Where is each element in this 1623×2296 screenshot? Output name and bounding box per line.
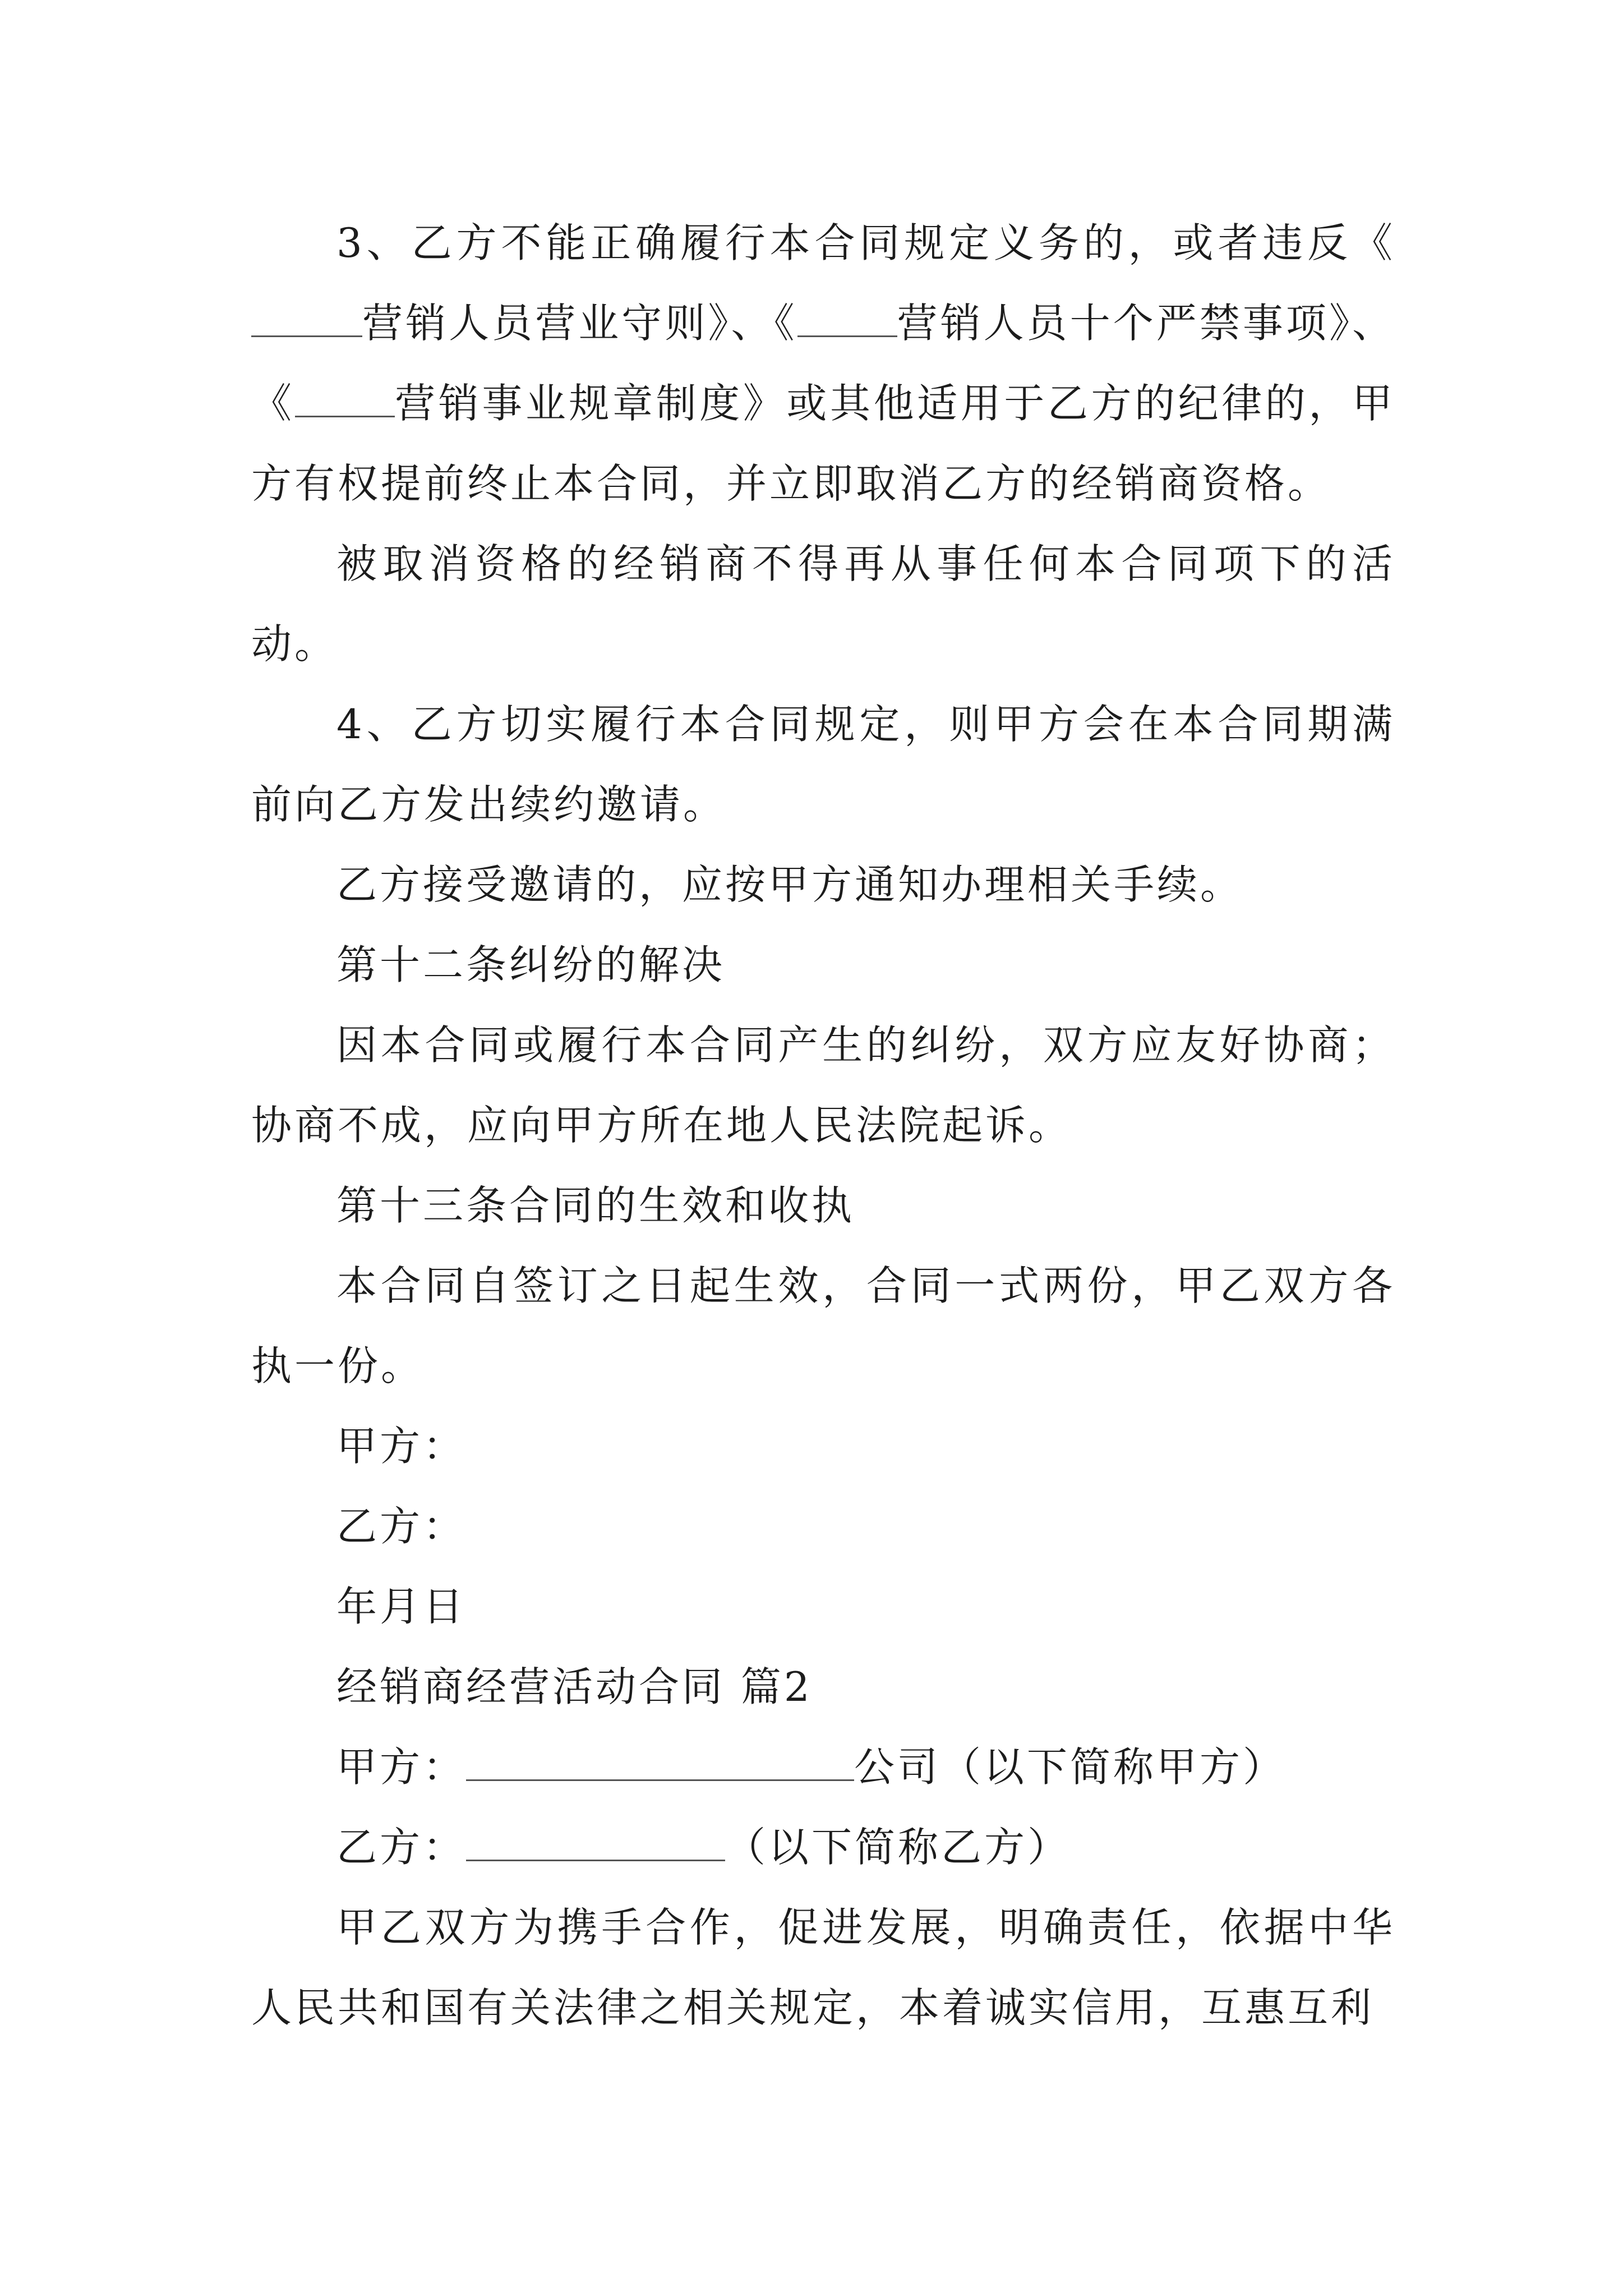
party-b-line — [251, 1807, 1395, 1888]
termination-clause-text-2: 营销人员营业守则》、《 — [362, 300, 797, 347]
blank-line — [466, 1751, 854, 1781]
party-a-suffix: 公司（以下简称甲方） — [854, 1743, 1287, 1791]
signature-party-a: 甲方： — [336, 1423, 467, 1470]
party-a-line — [251, 1727, 1395, 1807]
paragraph-preamble: 甲乙双方为携手合作，促进发展，明确责任，依据中华人民共和国有关法律之相关规定，本着诚实信用，互惠互利 — [251, 1904, 1395, 2031]
blank-line — [295, 388, 395, 417]
party-a-label: 甲方： — [336, 1743, 467, 1791]
section-heading-dispute: 第十二条纠纷的解决 — [336, 941, 726, 988]
paragraph-accept-invitation: 乙方接受邀请的，应按甲方通知办理相关手续。 — [336, 861, 1244, 908]
termination-clause-text-1: 3、乙方不能正确履行本合同规定义务的，或者违反《 — [336, 219, 1395, 266]
signature-party-b: 乙方： — [336, 1503, 467, 1550]
party-b-suffix: （以下简称乙方） — [725, 1824, 1071, 1871]
contract-title-part-2: 经销商经营活动合同 篇2 — [336, 1663, 813, 1710]
termination-clause-text-4: 营销事业规章制度》或其他适用于乙方的纪律的，甲方有权提前终止本合同，并立即取消乙方的经销商资格。 — [251, 380, 1395, 507]
blank-line — [251, 307, 362, 337]
paragraph-disqualified: 被取消资格的经销商不得再从事任何本合同项下的活动。 — [251, 540, 1395, 668]
termination-clause-text-3: 营销人员十个严禁事项》、《 — [251, 300, 1395, 427]
paragraph-renewal: 4、乙方切实履行本合同规定，则甲方会在本合同期满前向乙方发出续约邀请。 — [251, 701, 1395, 828]
blank-line — [466, 1832, 725, 1861]
document-body — [251, 203, 1395, 2048]
signature-date: 年月日 — [336, 1583, 467, 1630]
paragraph-dispute: 因本合同或履行本合同产生的纠纷，双方应友好协商；协商不成，应向甲方所在地人民法院起诉。 — [251, 1022, 1395, 1149]
blank-line — [797, 307, 897, 337]
paragraph-effect: 本合同自签订之日起生效，合同一式两份，甲乙双方各执一份。 — [251, 1262, 1395, 1389]
party-b-label: 乙方： — [336, 1824, 467, 1871]
section-heading-effect: 第十三条合同的生效和收执 — [336, 1182, 855, 1229]
paragraph-termination-clause — [251, 203, 1395, 524]
